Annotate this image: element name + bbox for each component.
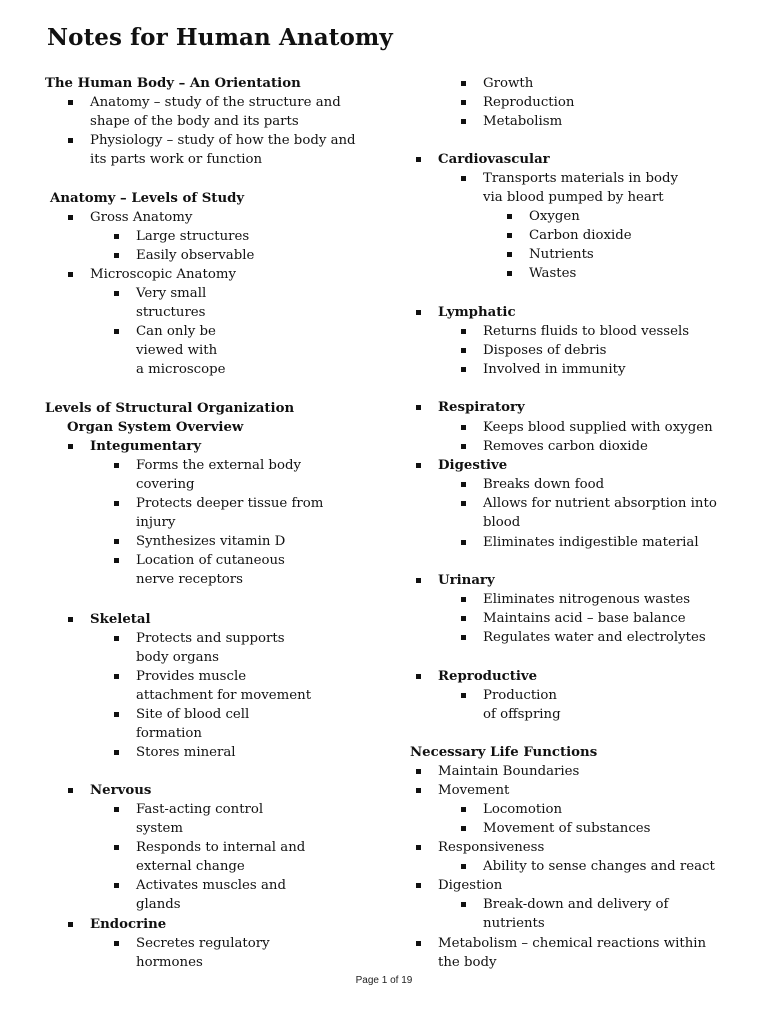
bullet-icon	[461, 616, 466, 621]
bullet-icon	[114, 845, 119, 850]
bullet-icon	[114, 712, 119, 717]
bullet-icon	[507, 252, 512, 257]
list-item-cont: nutrients	[483, 916, 545, 931]
list-item: Gross Anatomy	[90, 210, 193, 225]
bullet-icon	[68, 138, 73, 143]
list-item: Anatomy – study of the structure and	[90, 95, 341, 110]
list-item: Oxygen	[529, 209, 580, 224]
section-heading-structural: Levels of Structural Organization	[45, 401, 295, 416]
list-item: Location of cutaneous	[136, 553, 285, 568]
bullet-icon	[461, 902, 466, 907]
list-item: Fast-acting control	[136, 802, 264, 817]
bullet-icon	[461, 176, 466, 181]
list-item-cont: its parts work or function	[90, 152, 263, 167]
bullet-icon	[114, 941, 119, 946]
list-item-cont: injury	[136, 515, 176, 530]
list-item: Physiology – study of how the body and	[90, 133, 356, 148]
list-item: Metabolism	[483, 114, 563, 129]
list-item: Ability to sense changes and react	[483, 859, 715, 874]
bullet-icon	[461, 119, 466, 124]
bullet-icon	[461, 329, 466, 334]
list-item: Provides muscle	[136, 669, 247, 684]
list-item-cont: viewed with	[136, 343, 218, 358]
list-item: Wastes	[529, 266, 577, 281]
list-item: Very small	[136, 286, 207, 301]
list-item: Locomotion	[483, 802, 563, 817]
list-item-cont: glands	[136, 897, 181, 912]
bullet-icon	[507, 233, 512, 238]
bullet-icon	[114, 750, 119, 755]
list-item: Breaks down food	[483, 477, 605, 492]
bullet-icon	[461, 826, 466, 831]
list-item: Can only be	[136, 324, 216, 339]
bullet-icon	[507, 271, 512, 276]
list-item-cont: covering	[136, 477, 195, 492]
page-title: Notes for Human Anatomy	[47, 24, 393, 51]
bullet-icon	[461, 635, 466, 640]
list-item-cont: formation	[136, 726, 202, 741]
section-heading-levels-of-study: Anatomy – Levels of Study	[50, 191, 245, 206]
list-item: Carbon dioxide	[529, 228, 632, 243]
bullet-icon	[461, 864, 466, 869]
list-item: Forms the external body	[136, 458, 301, 473]
list-item: Movement of substances	[483, 821, 651, 836]
list-item: Synthesizes vitamin D	[136, 534, 286, 549]
list-item-cont: the body	[438, 955, 497, 970]
list-item: Regulates water and electrolytes	[483, 630, 706, 645]
organ-system-nervous: Nervous	[90, 783, 152, 798]
bullet-icon	[461, 540, 466, 545]
list-item-cont: via blood pumped by heart	[483, 190, 664, 205]
organ-system-reproductive: Reproductive	[438, 669, 538, 684]
bullet-icon	[114, 329, 119, 334]
bullet-icon	[416, 463, 421, 468]
bullet-icon	[416, 578, 421, 583]
list-item: Site of blood cell	[136, 707, 250, 722]
bullet-icon	[68, 617, 73, 622]
list-item-cont: system	[136, 821, 183, 836]
bullet-icon	[416, 941, 421, 946]
list-item: Maintain Boundaries	[438, 764, 580, 779]
list-item-cont: blood	[483, 515, 521, 530]
list-item: Digestion	[438, 878, 503, 893]
list-item: Secretes regulatory	[136, 936, 270, 951]
section-heading-life-functions: Necessary Life Functions	[410, 745, 598, 760]
list-item: Movement	[438, 783, 510, 798]
list-item: Growth	[483, 76, 534, 91]
bullet-icon	[416, 310, 421, 315]
bullet-icon	[461, 348, 466, 353]
bullet-icon	[461, 597, 466, 602]
organ-system-urinary: Urinary	[438, 573, 495, 588]
bullet-icon	[461, 444, 466, 449]
page-number: Page 1 of 19	[355, 975, 413, 986]
list-item: Involved in immunity	[483, 362, 626, 377]
organ-system-skeletal: Skeletal	[90, 612, 151, 627]
list-item-cont: body organs	[136, 650, 219, 665]
bullet-icon	[114, 883, 119, 888]
list-item: Activates muscles and	[136, 878, 286, 893]
bullet-icon	[416, 769, 421, 774]
bullet-icon	[114, 558, 119, 563]
bullet-icon	[461, 693, 466, 698]
organ-system-respiratory: Respiratory	[438, 400, 525, 415]
bullet-icon	[416, 883, 421, 888]
list-item: Eliminates indigestible material	[483, 535, 699, 550]
bullet-icon	[114, 501, 119, 506]
bullet-icon	[114, 234, 119, 239]
list-item: Responsiveness	[438, 840, 545, 855]
bullet-icon	[114, 253, 119, 258]
organ-system-cardiovascular: Cardiovascular	[438, 152, 550, 167]
list-item-cont: a microscope	[136, 362, 226, 377]
bullet-icon	[416, 405, 421, 410]
list-item: Returns fluids to blood vessels	[483, 324, 690, 339]
bullet-icon	[461, 501, 466, 506]
bullet-icon	[461, 81, 466, 86]
list-item: Allows for nutrient absorption into	[483, 496, 717, 511]
list-item: Keeps blood supplied with oxygen	[483, 420, 713, 435]
bullet-icon	[68, 215, 73, 220]
list-item: Stores mineral	[136, 745, 236, 760]
bullet-icon	[68, 444, 73, 449]
bullet-icon	[507, 214, 512, 219]
list-item: Removes carbon dioxide	[483, 439, 648, 454]
bullet-icon	[68, 922, 73, 927]
section-heading-orientation: The Human Body – An Orientation	[45, 76, 301, 91]
list-item: Transports materials in body	[483, 171, 678, 186]
list-item-cont: of offspring	[483, 707, 561, 722]
bullet-icon	[114, 539, 119, 544]
bullet-icon	[461, 425, 466, 430]
organ-system-lymphatic: Lymphatic	[438, 305, 516, 320]
organ-system-integumentary: Integumentary	[90, 439, 202, 454]
bullet-icon	[461, 100, 466, 105]
bullet-icon	[114, 807, 119, 812]
list-item: Disposes of debris	[483, 343, 607, 358]
bullet-icon	[416, 157, 421, 162]
list-item: Microscopic Anatomy	[90, 267, 236, 282]
bullet-icon	[68, 272, 73, 277]
list-item: Metabolism – chemical reactions within	[438, 936, 707, 951]
list-item: Nutrients	[529, 247, 594, 262]
list-item-cont: external change	[136, 859, 245, 874]
bullet-icon	[461, 367, 466, 372]
list-item-cont: structures	[136, 305, 206, 320]
bullet-icon	[461, 482, 466, 487]
bullet-icon	[416, 845, 421, 850]
bullet-icon	[114, 674, 119, 679]
bullet-icon	[114, 463, 119, 468]
list-item: Break-down and delivery of	[483, 897, 669, 912]
organ-system-endocrine: Endocrine	[90, 917, 167, 932]
list-item: Easily observable	[136, 248, 255, 263]
bullet-icon	[68, 788, 73, 793]
bullet-icon	[461, 807, 466, 812]
list-item: Protects deeper tissue from	[136, 496, 324, 511]
list-item-cont: attachment for movement	[136, 688, 312, 703]
organ-system-digestive: Digestive	[438, 458, 508, 473]
list-item: Maintains acid – base balance	[483, 611, 686, 626]
bullet-icon	[68, 100, 73, 105]
bullet-icon	[416, 788, 421, 793]
list-item: Production	[483, 688, 557, 703]
list-item: Reproduction	[483, 95, 575, 110]
list-item-cont: shape of the body and its parts	[90, 114, 299, 129]
list-item: Eliminates nitrogenous wastes	[483, 592, 691, 607]
section-subheading-organ-systems: Organ System Overview	[67, 420, 244, 435]
list-item-cont: hormones	[136, 955, 203, 970]
bullet-icon	[114, 291, 119, 296]
bullet-icon	[416, 674, 421, 679]
list-item: Protects and supports	[136, 631, 285, 646]
list-item-cont: nerve receptors	[136, 572, 243, 587]
list-item: Responds to internal and	[136, 840, 306, 855]
list-item: Large structures	[136, 229, 250, 244]
bullet-icon	[114, 636, 119, 641]
